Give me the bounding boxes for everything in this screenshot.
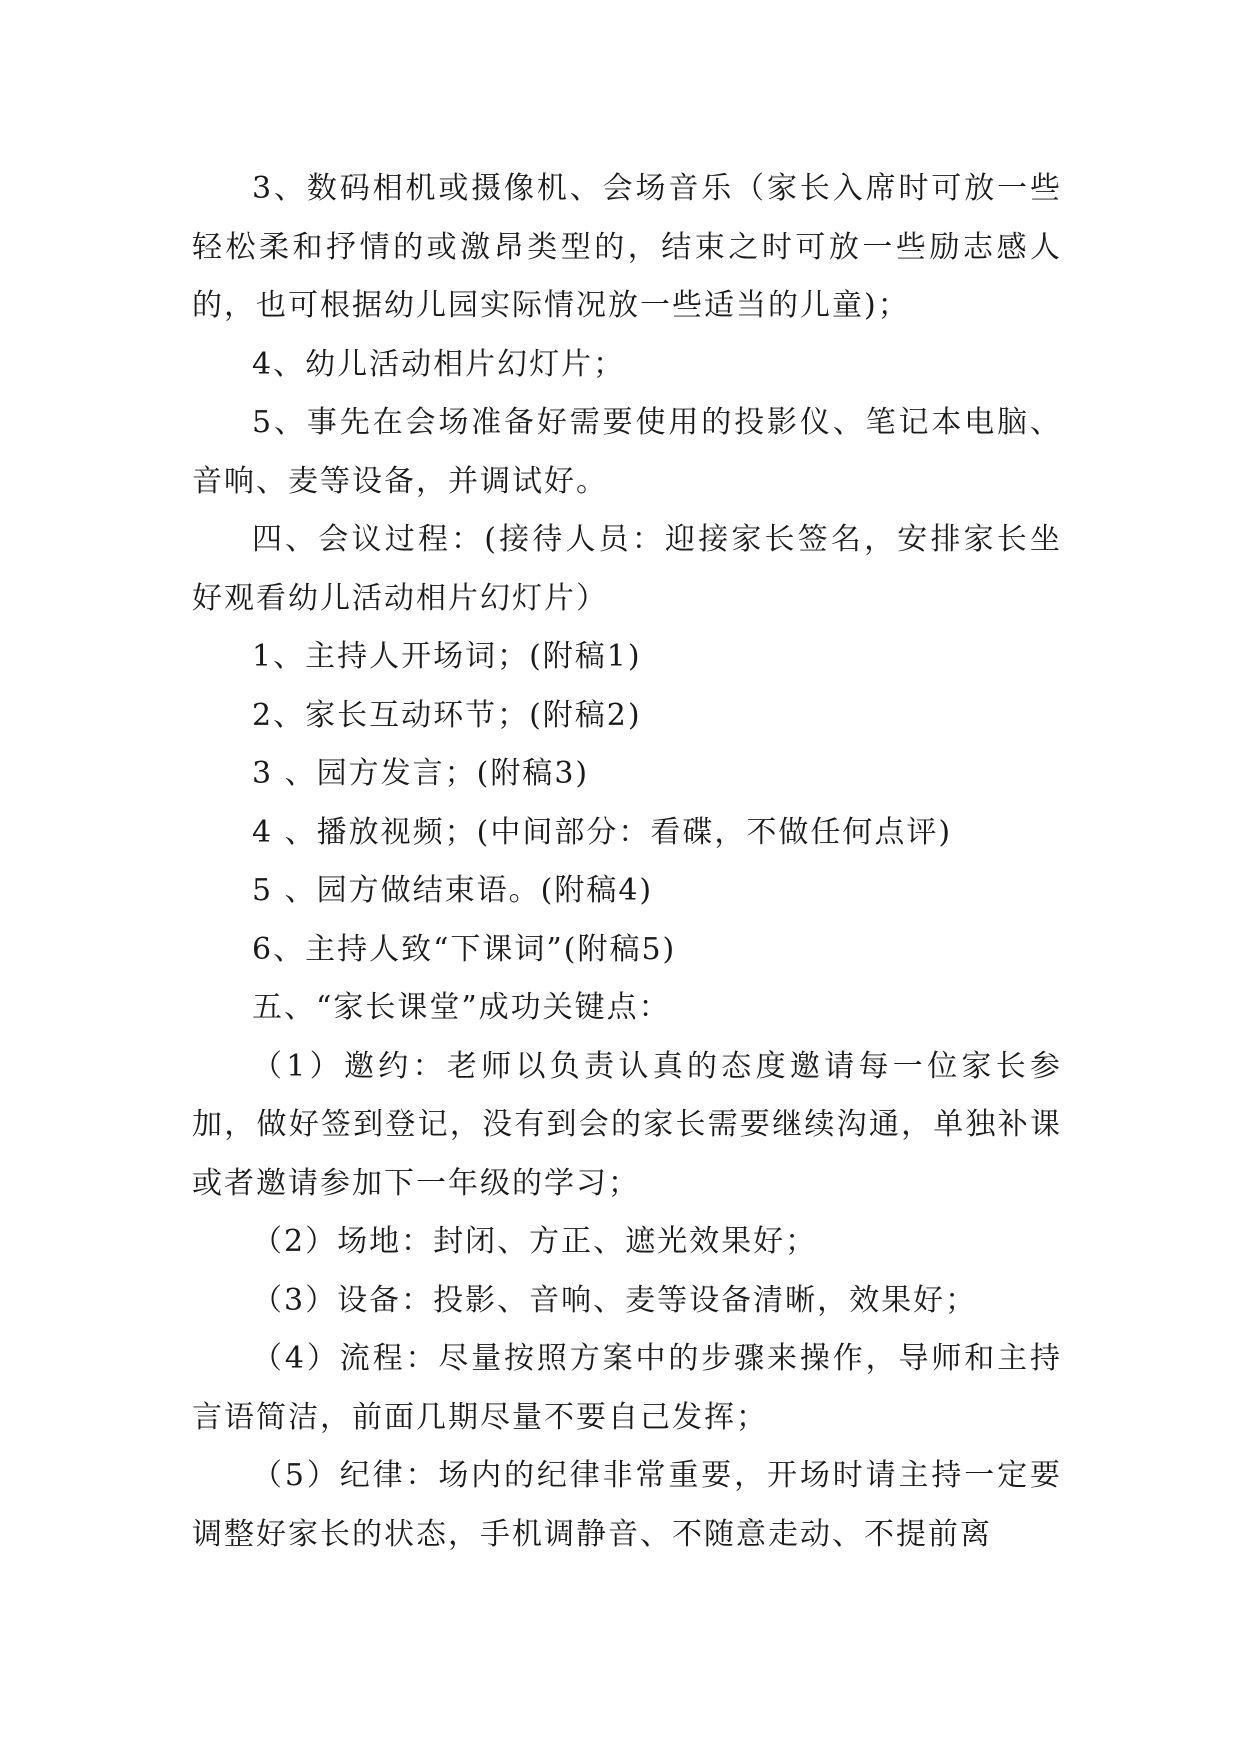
paragraph-equipment-projector: 5、事先在会场准备好需要使用的投影仪、笔记本电脑、音响、麦等设备，并调试好。 [192,405,1062,499]
paragraph-step-closing: 5 、园方做结束语。(附稿4) [252,873,654,908]
paragraph-equipment-camera-music: 3、数码相机或摄像机、会场音乐（家长入席时可放一些轻松柔和抒情的或激昂类型的，结束之时可放一些励志感人的，也可根据幼儿园实际情况放一些适当的儿童)； [192,171,1062,323]
section-heading-meeting-process: 四、会议过程：(接待人员：迎接家长签名，安排家长坐好观看幼儿活动相片幻灯片） [192,522,1062,616]
paragraph-step-interaction: 2、家长互动环节；(附稿2) [252,697,642,733]
paragraph-equipment-slideshow: 4、幼儿活动相片幻灯片； [252,346,626,382]
paragraph-key-invitation: （1）邀约：老师以负责认真的态度邀请每一位家长参加，做好签到登记，没有到会的家长需要继续沟通，单独补课或者邀请参加下一年级的学习； [192,1048,1062,1201]
paragraph-step-host-farewell: 6、主持人致“下课词”(附稿5) [252,931,677,967]
paragraph-step-opening: 1、主持人开场词；(附稿1) [252,639,642,674]
paragraph-key-process: （4）流程：尽量按照方案中的步骤来操作，导师和主持言语简洁，前面几期尽量不要自己发挥； [192,1341,1062,1435]
paragraph-step-video: 4 、播放视频；(中间部分：看碟，不做任何点评) [252,814,953,850]
document-body [192,160,1062,1564]
paragraph-key-devices: （3）设备：投影、音响、麦等设备清晰，效果好； [252,1282,978,1318]
paragraph-key-venue: （2）场地：封闭、方正、遮光效果好； [252,1224,818,1259]
paragraph-key-discipline: （5）纪律：场内的纪律非常重要，开场时请主持一定要调整好家长的状态，手机调静音、不随意走动、不提前离 [192,1458,1062,1552]
paragraph-step-school-speech: 3 、园方发言；(附稿3) [252,756,590,791]
section-heading-key-points: 五、“家长课堂”成功关键点： [252,990,671,1025]
